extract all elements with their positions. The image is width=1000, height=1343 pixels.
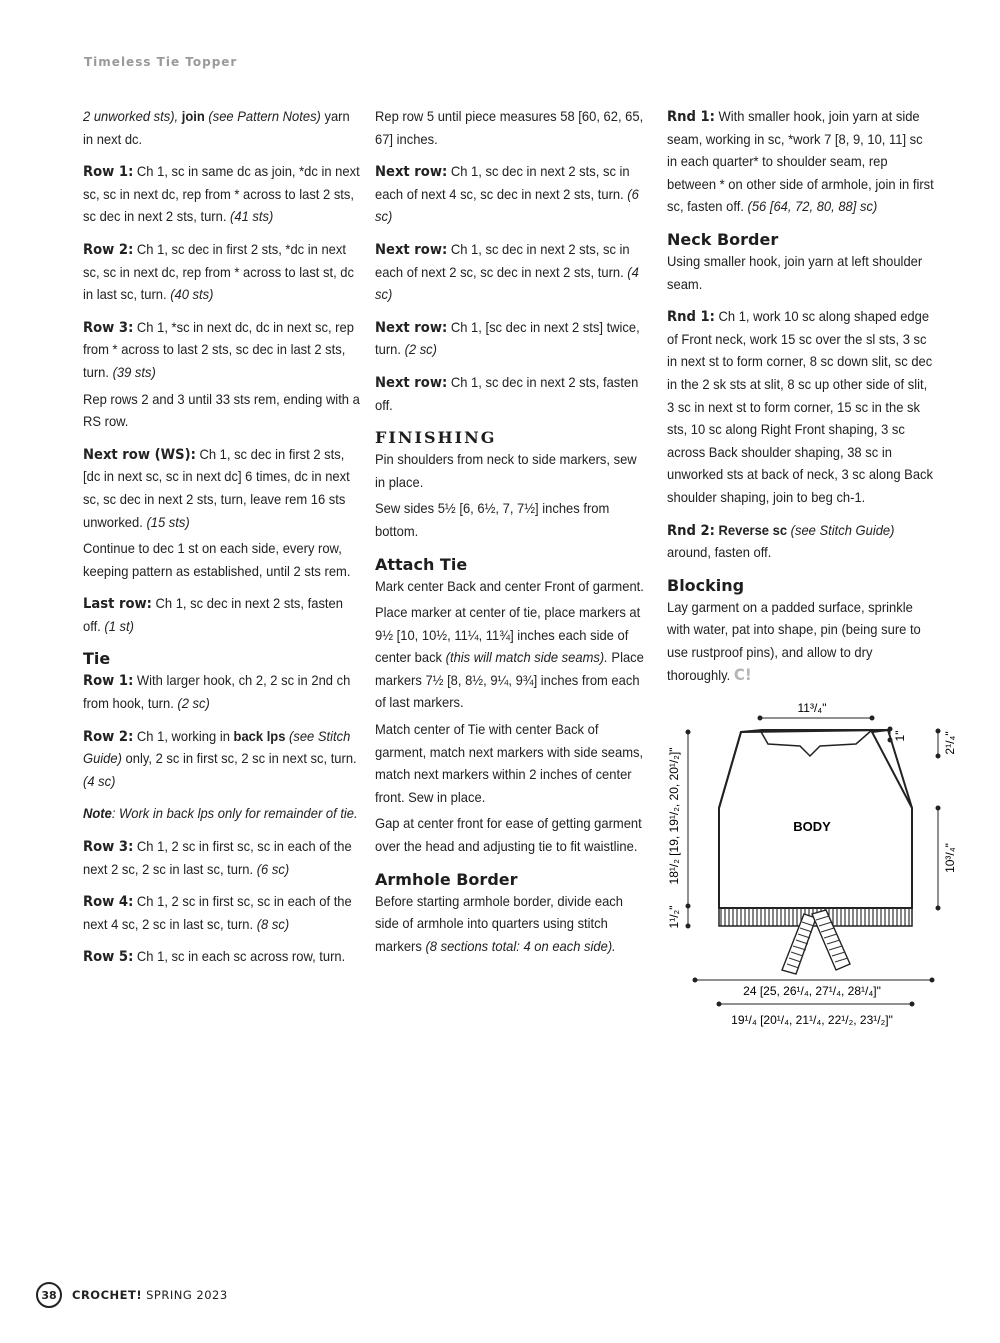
tie-row-4: Row 4: Ch 1, 2 sc in first sc, sc in each of the next 4 sc, 2 sc in last sc, turn. (8 sc) [83, 894, 352, 932]
neck-border-heading: Neck Border [667, 229, 779, 249]
finishing-step-1: Pin shoulders from neck to side markers, sew in place. [375, 452, 637, 490]
attach-tie-heading: Attach Tie [375, 554, 468, 574]
magazine-issue: SPRING 2023 [146, 1288, 228, 1302]
dim-left-band: 1¹/₂" [667, 905, 681, 929]
tie-note: Note: Work in back lps only for remainder of tie. [83, 806, 358, 822]
dim-right-side: 10³/₄" [943, 843, 957, 873]
next-row-ws-instruction: Next row (WS): Ch 1, sc dec in first 2 sts, [dc in next sc, sc in next dc] 6 times, dc in next sc, sc dec in next 2 sts, turn, leave rem 16 sts unworked. (15 sts) [83, 446, 350, 530]
column-3 [667, 106, 937, 698]
armhole-step-1: Before starting armhole border, divide each side of armhole into quarters using stitch markers (8 sections total: 4 on each side). [375, 893, 623, 954]
page-number: 38 [36, 1282, 62, 1308]
attach-step-2: Place marker at center of tie, place markers at 9½ [10, 10½, 11¼, 11¾] inches each side of center back (this will match side seams). Place markers 7½ [8, 8½, 9¼, 9¾] inches from each of last markers. [375, 605, 644, 711]
end-mark-icon: C! [733, 665, 752, 685]
next-row-3: Next row: Ch 1, [sc dec in next 2 sts] twice, turn. (2 sc) [375, 319, 640, 358]
next-row-2: Next row: Ch 1, sc dec in next 2 sts, sc in each of next 2 sc, sc dec in next 2 sts, turn. (4 sc) [375, 241, 639, 303]
last-row-instruction: Last row: Ch 1, sc dec in next 2 sts, fasten off. (1 st) [83, 596, 343, 634]
body-label: BODY [793, 819, 831, 834]
attach-step-1: Mark center Back and center Front of garment. [375, 578, 644, 594]
finishing-step-2: Sew sides 5½ [6, 6½, 7, 7½] inches from bottom. [375, 501, 610, 539]
running-title: Timeless Tie Topper [84, 55, 238, 69]
attach-step-4: Gap at center front for ease of getting garment over the head and adjusting tie to fit waistline. [375, 816, 642, 855]
blocking-text: Lay garment on a padded surface, sprinkle with water, pat into shape, pin (being sure to use rustproof pins), and allow to dry thoroughly. C! [667, 599, 921, 685]
column-1 [83, 106, 361, 979]
tie-row-1: Row 1: With larger hook, ch 2, 2 sc in 2nd ch from hook, turn. (2 sc) [83, 673, 351, 712]
finishing-heading: FINISHING [375, 428, 497, 448]
row-1-instruction: Row 1: Ch 1, sc in same dc as join, *dc in next sc, sc in next dc, rep from * across to last 2 sts, sc dec in next 2 sts, turn. (41 sts) [83, 164, 360, 225]
next-row-4: Next row: Ch 1, sc dec in next 2 sts, fasten off. [375, 374, 639, 413]
dim-top-width: 11³/₄" [797, 701, 827, 715]
dim-left-side: 18¹/₂ [19, 19¹/₂, 20, 20¹/₂]" [667, 747, 681, 885]
tie-row-3: Row 3: Ch 1, 2 sc in first sc, sc in each of the next 2 sc, 2 sc in last sc, turn. (6 sc) [83, 839, 352, 877]
continued-paragraph: 2 unworked sts), join (see Pattern Notes) yarn in next dc. [83, 109, 350, 147]
armhole-border-heading: Armhole Border [375, 869, 518, 889]
row-2-instruction: Row 2: Ch 1, sc dec in first 2 sts, *dc in next sc, sc in next dc, rep from * across to last st, dc in last sc, turn. (40 sts) [83, 241, 355, 303]
column-2 [375, 106, 650, 968]
neck-rnd-1: Rnd 1: Ch 1, work 10 sc along shaped edge of Front neck, work 15 sc over the sl sts, 3 sc in next st to form corner, 8 sc down slit, sc dec in the 2 sk sts at slit, 8 sc up other side of slit, 3 sc in next st to form corner, 15 sc in the sk sts, 10 sc along Right Front shaping, 3 sc across Back shoulder shaping, 38 sc in unworked sts at back of neck, 3 sc along Back shoulder shaping, join to beg ch-1. [667, 309, 934, 505]
next-row-1: Next row: Ch 1, sc dec in next 2 sts, sc in each of next 4 sc, sc dec in next 2 sts, turn. (6 sc) [375, 164, 639, 225]
row-3-instruction: Row 3: Ch 1, *sc in next dc, dc in next sc, rep from * across to last 2 sts, sc dec in last 2 sts, turn. (39 sts) [83, 319, 354, 380]
armhole-rnd-1: Rnd 1: With smaller hook, join yarn at side seam, working in sc, *work 7 [8, 9, 10, 11] sc in each quarter* to shoulder seam, rep between * on other side of armhole, join in first sc, fasten off. (56 [64, 72, 80, 88] sc) [667, 109, 934, 215]
dim-width-main: 24 [25, 26¹/₄, 27¹/₄, 28¹/₄]" [743, 984, 881, 998]
neck-intro: Using smaller hook, join yarn at left shoulder seam. [667, 253, 923, 292]
blocking-heading: Blocking [667, 575, 745, 595]
tie-heading: Tie [83, 649, 111, 669]
attach-step-3: Match center of Tie with center Back of garment, match next markers with side seams, match next markers within 2 inches of center front. Sew in place. [375, 722, 644, 805]
tie-row-5: Row 5: Ch 1, sc in each sc across row, turn. [83, 949, 346, 966]
dim-right-top: 2¹/₄" [943, 731, 957, 755]
neck-rnd-2: Rnd 2: Reverse sc (see Stitch Guide) around, fasten off. [667, 522, 895, 561]
repeat-instruction: Rep rows 2 and 3 until 33 sts rem, ending with a RS row. [83, 391, 360, 430]
tie-row-2: Row 2: Ch 1, working in back lps (see Stitch Guide) only, 2 sc in first sc, 2 sc in next sc, turn. (4 sc) [83, 728, 357, 789]
neckline [760, 730, 872, 756]
repeat-row-5: Rep row 5 until piece measures 58 [60, 62, 65, 67] inches. [375, 109, 644, 147]
magazine-brand: CROCHET! [72, 1288, 143, 1302]
page-footer [36, 1282, 228, 1308]
body-schematic [664, 696, 964, 1036]
dim-shoulder-drop: 1" [893, 730, 907, 742]
continue-dec-instruction: Continue to dec 1 st on each side, every row, keeping pattern as established, until 2 sts rem. [83, 541, 351, 579]
dim-width-band: 19¹/₄ [20¹/₄, 21¹/₄, 22¹/₂, 23¹/₂]" [731, 1013, 893, 1027]
